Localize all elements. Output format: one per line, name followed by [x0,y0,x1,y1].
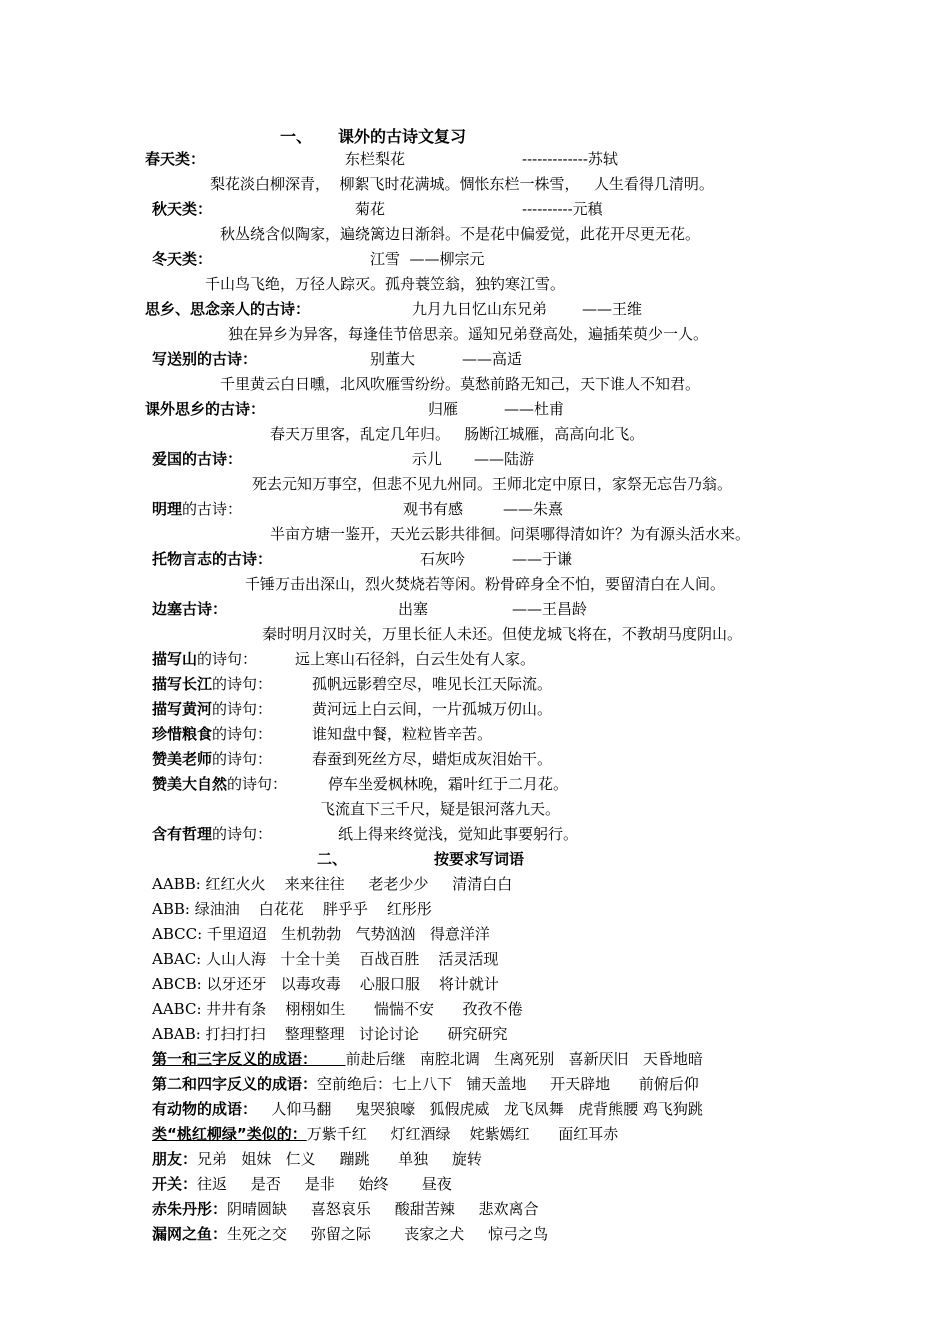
poem-text: 秋丛绕含似陶家，遍绕篱边日渐斜。不是花中偏爱觉，此花开尽更无花。 [220,225,701,243]
poem-author: ——于谦 [512,550,573,568]
verse-text: 春蚕到死丝方尽，蜡炬成灰泪始干。 [312,750,553,768]
poem-text: 春天万里客，乱定几年归。 肠断江城雁，高高向北飞。 [270,425,645,443]
poem-author: -------------苏轼 [522,150,618,168]
section1-title: 课外的古诗文复习 [338,127,467,146]
poem-text: 千山鸟飞绝，万径人踪灭。孤舟蓑笠翁，独钓寒江雪。 [205,275,566,293]
poem-text: 千锤万击出深山，烈火焚烧若等闲。粉骨碎身全不怕，要留清白在人间。 [245,575,726,593]
idiom-row: 赤朱丹彤：阴晴圆缺 喜怒哀乐 酸甜苦辣 悲欢离合 [152,1200,539,1218]
poem-category: 春天类： [145,150,206,168]
poem-text: 秦时明月汉时关，万里长征人未还。但使龙城飞将在，不教胡马度阴山。 [262,625,743,643]
word-row: AABB: 红红火火 来来往往 老老少少 清清白白 [152,875,513,893]
poem-category: 课外思乡的古诗： [145,400,266,418]
poem-title: 九月九日忆山东兄弟 [412,300,548,318]
poem-title: 示儿 [412,450,443,468]
section1-number: 一、 [280,127,313,146]
poem-category: 冬天类： [152,250,213,268]
word-row: ABAC: 人山人海 十全十美 百战百胜 活灵活现 [152,950,499,968]
verse-text: 停车坐爱枫林晚，霜叶红于二月花。 [328,775,569,793]
poem-author: ----------元稹 [522,200,603,218]
verse-text: 孤帆远影碧空尽，唯见长江天际流。 [312,675,553,693]
poem-title: 别董大 [370,350,416,368]
poem-author: ——朱熹 [503,500,564,518]
verse-label: 赞美老师的诗句： [152,750,273,768]
poem-title: 出塞 [398,600,429,618]
verse-label: 描写山的诗句： [152,650,258,668]
poem-category: 爱国的古诗： [152,450,243,468]
verse-text: 远上寒山石径斜，白云生处有人家。 [295,650,536,668]
idiom-row: 朋友：兄弟 姐妹 仁义 蹦跳 单独 旋转 [152,1150,482,1168]
poem-category: 明理的古诗： [152,500,243,518]
word-row: ABAB: 打扫打扫 整理整理 讨论讨论 研究研究 [152,1025,508,1043]
verse-label: 赞美大自然的诗句： [152,775,288,793]
verse-text: 纸上得来终觉浅，觉知此事要躬行。 [338,825,579,843]
poem-title: 东栏梨花 [345,150,406,168]
poem-title: 菊花 [355,200,386,218]
poem-text: 独在异乡为异客，每逢佳节倍思亲。遥知兄弟登高处，遍插茱萸少一人。 [228,325,709,343]
poem-author: ——王维 [582,300,643,318]
verse-label: 珍惜粮食的诗句： [152,725,273,743]
idiom-row: 开关：往返 是否 是非 始终 昼夜 [152,1175,452,1193]
poem-text: 死去元知万事空，但悲不见九州同。王师北定中原日，家祭无忘告乃翁。 [252,475,733,493]
word-row: ABCB: 以牙还牙 以毒攻毒 心服口服 将计就计 [152,975,499,993]
poem-title: 石灰吟 [420,550,466,568]
poem-text: 梨花淡白柳深青， 柳絮飞时花满城。惆怅东栏一株雪， 人生看得几清明。 [210,175,714,193]
idiom-row: 类“桃红柳绿”类似的：万紫千红 灯红酒绿 姹紫嫣红 面红耳赤 [152,1125,619,1143]
poem-category: 边塞古诗： [152,600,228,618]
verse-text: 谁知盘中餐，粒粒皆辛苦。 [312,725,493,743]
idiom-row: 第一和三字反义的成语： 前赴后继 南腔北调 生离死别 喜新厌旧 天昏地暗 [152,1050,703,1068]
poem-category: 托物言志的古诗： [152,550,273,568]
verse-label: 描写黄河的诗句： [152,700,273,718]
poem-author: ——高适 [462,350,523,368]
idiom-row: 有动物的成语： 人仰马翻 鬼哭狼嚎 狐假虎威 龙飞凤舞 虎背熊腰 鸡飞狗跳 [152,1100,703,1118]
word-row: AABC: 井井有条 栩栩如生 惴惴不安 孜孜不倦 [152,1000,523,1018]
word-row: ABCC: 千里迢迢 生机勃勃 气势汹汹 得意洋洋 [152,925,490,943]
verse-label: 含有哲理的诗句： [152,825,273,843]
word-row: ABB: 绿油油 白花花 胖乎乎 红彤彤 [152,900,432,918]
idiom-row: 漏网之鱼：生死之交 弥留之际 丧家之犬 惊弓之鸟 [152,1225,549,1243]
poem-author: ——杜甫 [504,400,565,418]
poem-category: 写送别的古诗： [152,350,258,368]
verse-text: 黄河远上白云间，一片孤城万仞山。 [312,700,553,718]
poem-title: 江雪 ——柳宗元 [370,250,485,268]
poem-text: 千里黄云白日曛，北风吹雁雪纷纷。莫愁前路无知己，天下谁人不知君。 [220,375,701,393]
poem-category: 秋天类： [152,200,213,218]
verse-label: 描写长江的诗句： [152,675,273,693]
poem-title: 归雁 [428,400,459,418]
poem-category: 思乡、思念亲人的古诗： [145,300,311,318]
idiom-row: 第二和四字反义的成语：空前绝后：七上八下 铺天盖地 开天辟地 前俯后仰 [152,1075,699,1093]
poem-author: ——陆游 [474,450,535,468]
verse-text: 飞流直下三千尺，疑是银河落九天。 [320,800,561,818]
poem-title: 观书有感 [403,500,464,518]
poem-author: ——王昌龄 [512,600,588,618]
section2-title: 按要求写词语 [434,850,525,868]
section2-number: 二、 [317,850,348,868]
poem-text: 半亩方塘一鉴开，天光云影共徘徊。问渠哪得清如许？为有源头活水来。 [270,525,751,543]
